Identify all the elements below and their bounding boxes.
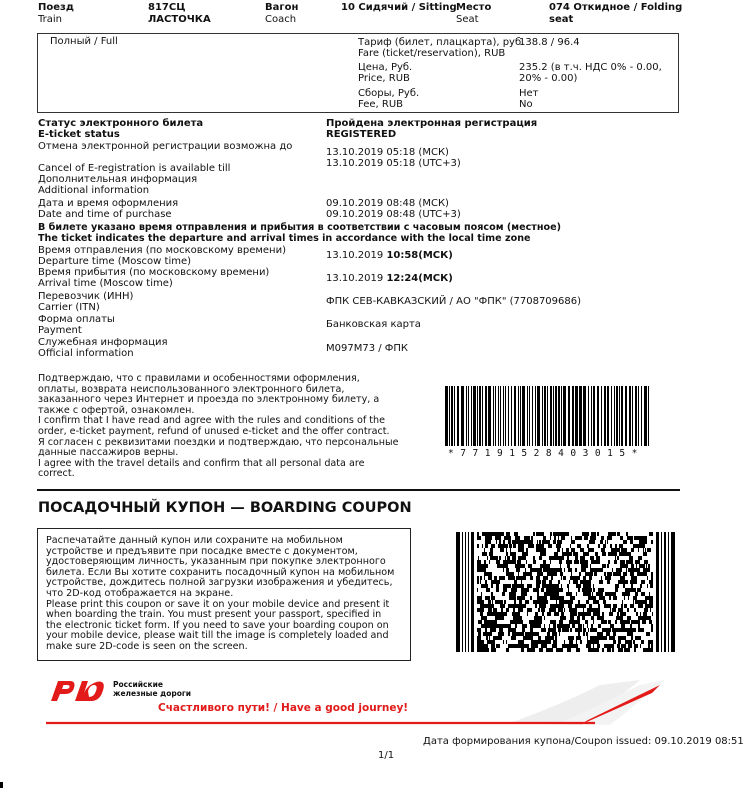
boarding-line: что 2D-код отображается на экране.	[46, 587, 234, 599]
fee-value-en: No	[519, 99, 533, 110]
arrival-value	[326, 273, 453, 284]
boarding-line: Распечатайте данный купон или сохраните на мобильном	[46, 535, 343, 546]
boarding-line: Please print this coupon or save it on your mobile device and present it	[46, 598, 390, 610]
purchase-label	[38, 198, 178, 220]
carrier-label	[38, 291, 133, 313]
train-label-en: Train	[38, 14, 62, 25]
carrier-value: ФПК СЕВ-КАВКАЗСКИЙ / АО "ФПК" (7708709686)	[326, 296, 582, 307]
boarding-2d-code	[456, 532, 676, 654]
fee-value-ru: Нет	[519, 88, 539, 99]
departure-label-en: Departure time (Moscow time)	[38, 256, 192, 267]
timezone-note-en: The ticket indicates the departure and arrival times in accordance with the local time zone	[38, 233, 531, 244]
cancel-additional	[38, 163, 230, 196]
additional-en: Additional information	[38, 185, 150, 196]
confirmation-line: Я согласен с реквизитами поездки и подтверждаю, что персональные	[38, 436, 399, 448]
page-number: 1/1	[378, 750, 395, 761]
slogan: Счастливого пути! / Have a good journey!	[158, 702, 409, 714]
fare-type: Полный / Full	[50, 36, 118, 47]
boarding-line: билета. Если Вы хотите сохранить посадочный купон на мобильном	[46, 566, 395, 578]
arrival-label-ru: Время прибытия (по московскому времени)	[38, 267, 270, 278]
confirmation-line: заказанного через Интернет и проезда по электронному билету, а	[38, 394, 380, 406]
confirmation-line: I agree with the travel details and confirm that all personal data are	[38, 457, 365, 469]
car-value: 10 Сидячий / Sitting	[341, 2, 457, 13]
section-divider	[37, 489, 680, 491]
confirmation-line: correct.	[38, 468, 75, 480]
price-value-1: 235.2 (в т.ч. НДС 0% - 0.00,	[519, 62, 662, 73]
status-value-ru: Пройдена электронная регистрация	[326, 118, 538, 129]
car-label: Вагон	[265, 2, 299, 13]
cancel-label-ru: Отмена электронной регистрации возможна до	[38, 141, 293, 152]
timezone-note-ru: В билете указано время отправления и прибытия в соответствии с часовым поясом (местное)	[38, 222, 561, 233]
fee-label-en: Fee, RUB	[358, 99, 403, 110]
fee-value	[519, 88, 539, 110]
fee-label	[358, 88, 419, 110]
confirmation-line: также с офертой, ознакомлен.	[38, 404, 195, 416]
tariff-label	[358, 37, 524, 59]
arrival-time: 12:24(МСК)	[386, 273, 453, 284]
payment-value: Банковская карта	[326, 319, 421, 330]
seat-value: 074 Откидное / Folding	[549, 2, 683, 13]
price-label-ru: Цена, Руб.	[358, 62, 413, 73]
departure-date: 13.10.2019	[326, 250, 387, 261]
boarding-line: устройстве и предъявите при посадке вместе с документом,	[46, 545, 358, 557]
price-label-en: Price, RUB	[358, 73, 410, 84]
arrival-label	[38, 267, 269, 289]
boarding-line: the electronic ticket form. If you need to save your boarding coupon on	[46, 619, 389, 631]
price-value-2: 20% - 0.00)	[519, 73, 578, 84]
seat-label-en: Seat	[456, 14, 479, 25]
timezone-note	[38, 222, 561, 244]
train-label: Поезд	[38, 2, 74, 13]
departure-time: 10:58(МСК)	[386, 250, 453, 261]
status-value-en: REGISTERED	[326, 129, 397, 140]
purchase-label-ru: Дата и время оформления	[38, 198, 179, 209]
status-title-en: E-ticket status	[38, 129, 120, 140]
carrier-label-ru: Перевозчик (ИНН)	[38, 291, 134, 302]
cancel-value-2: 13.10.2019 05:18 (UTC+3)	[326, 158, 461, 169]
confirmation-line: order, e-ticket payment, refund of unused e-ticket and the offer contract.	[38, 425, 390, 437]
cancel-value	[326, 147, 461, 169]
barcode-number: * 7 7 1 9 1 5 2 8 4 0 3 0 1 5 *	[448, 448, 638, 459]
price-label	[358, 62, 412, 84]
tariff-value: 138.8 / 96.4	[519, 37, 580, 48]
boarding-line: when boarding the train. You must present your passport, specified in	[46, 609, 382, 621]
purchase-value-2: 09.10.2019 08:48 (UTC+3)	[326, 209, 461, 220]
tariff-label-ru: Тариф (билет, плацкарта), руб.	[358, 37, 525, 48]
payment-label	[38, 314, 115, 336]
status-title-ru: Статус электронного билета	[38, 118, 204, 129]
payment-label-en: Payment	[38, 325, 82, 336]
boarding-line: устройстве, дождитесь полной загрузки изображения и убедитесь,	[46, 577, 393, 589]
ticket-barcode	[443, 386, 653, 448]
official-value: М097М73 / ФПК	[326, 343, 409, 354]
departure-label	[38, 245, 286, 267]
train-number: 817СЦ	[148, 2, 186, 13]
rzd-name-2: железные дороги	[113, 689, 192, 698]
fee-label-ru: Сборы, Руб.	[358, 88, 420, 99]
boarding-title: ПОСАДОЧНЫЙ КУПОН — BOARDING COUPON	[38, 500, 412, 516]
official-label-en: Official information	[38, 348, 134, 359]
train-name: ЛАСТОЧКА	[148, 14, 211, 25]
confirmation-line: Подтверждаю, что с правилами и особенностями оформления,	[38, 373, 360, 384]
additional-ru: Дополнительная информация	[38, 174, 198, 185]
seat-label: Место	[456, 2, 492, 13]
status-value	[326, 118, 537, 140]
tariff-label-en: Fare (ticket/reservation), RUB	[358, 48, 506, 59]
purchase-value	[326, 198, 461, 220]
purchase-label-en: Date and time of purchase	[38, 209, 172, 220]
purchase-value-1: 09.10.2019 08:48 (МСК)	[326, 198, 449, 209]
price-value	[519, 62, 662, 84]
boarding-line: your mobile device, please wait till the image is completely loaded and	[46, 630, 389, 642]
official-label-ru: Служебная информация	[38, 337, 168, 348]
cancel-value-1: 13.10.2019 05:18 (МСК)	[326, 147, 449, 158]
official-label	[38, 337, 168, 359]
departure-label-ru: Время отправления (по московскому времени)	[38, 245, 286, 256]
coupon-issued: Дата формирования купона/Coupon issued: 09.10.2019 08:51	[423, 736, 744, 747]
confirmation-line: I confirm that I have read and agree with the rules and conditions of the	[38, 415, 386, 427]
confirmation-text	[38, 374, 418, 480]
carrier-label-en: Carrier (ITN)	[38, 302, 100, 313]
boarding-instructions	[46, 536, 408, 653]
seat-value-2: seat	[549, 14, 574, 25]
arrival-date: 13.10.2019	[326, 273, 387, 284]
edge-mark	[0, 782, 3, 788]
confirmation-line: оплаты, возврата неиспользованного электронного билета,	[38, 383, 345, 395]
arrival-label-en: Arrival time (Moscow time)	[38, 278, 173, 289]
payment-label-ru: Форма оплаты	[38, 314, 115, 325]
boarding-line: удостоверяющим личность, указанным при покупке электронного	[46, 556, 386, 568]
boarding-line: make sure 2D-code is seen on the screen.	[46, 640, 248, 652]
status-title	[38, 118, 203, 140]
rzd-name-1: Российские	[113, 680, 163, 689]
confirmation-line: данные пассажиров верны.	[38, 447, 179, 459]
departure-value	[326, 250, 453, 261]
cancel-label-en: Cancel of E-registration is available till	[38, 163, 231, 174]
car-label-en: Coach	[265, 14, 297, 25]
